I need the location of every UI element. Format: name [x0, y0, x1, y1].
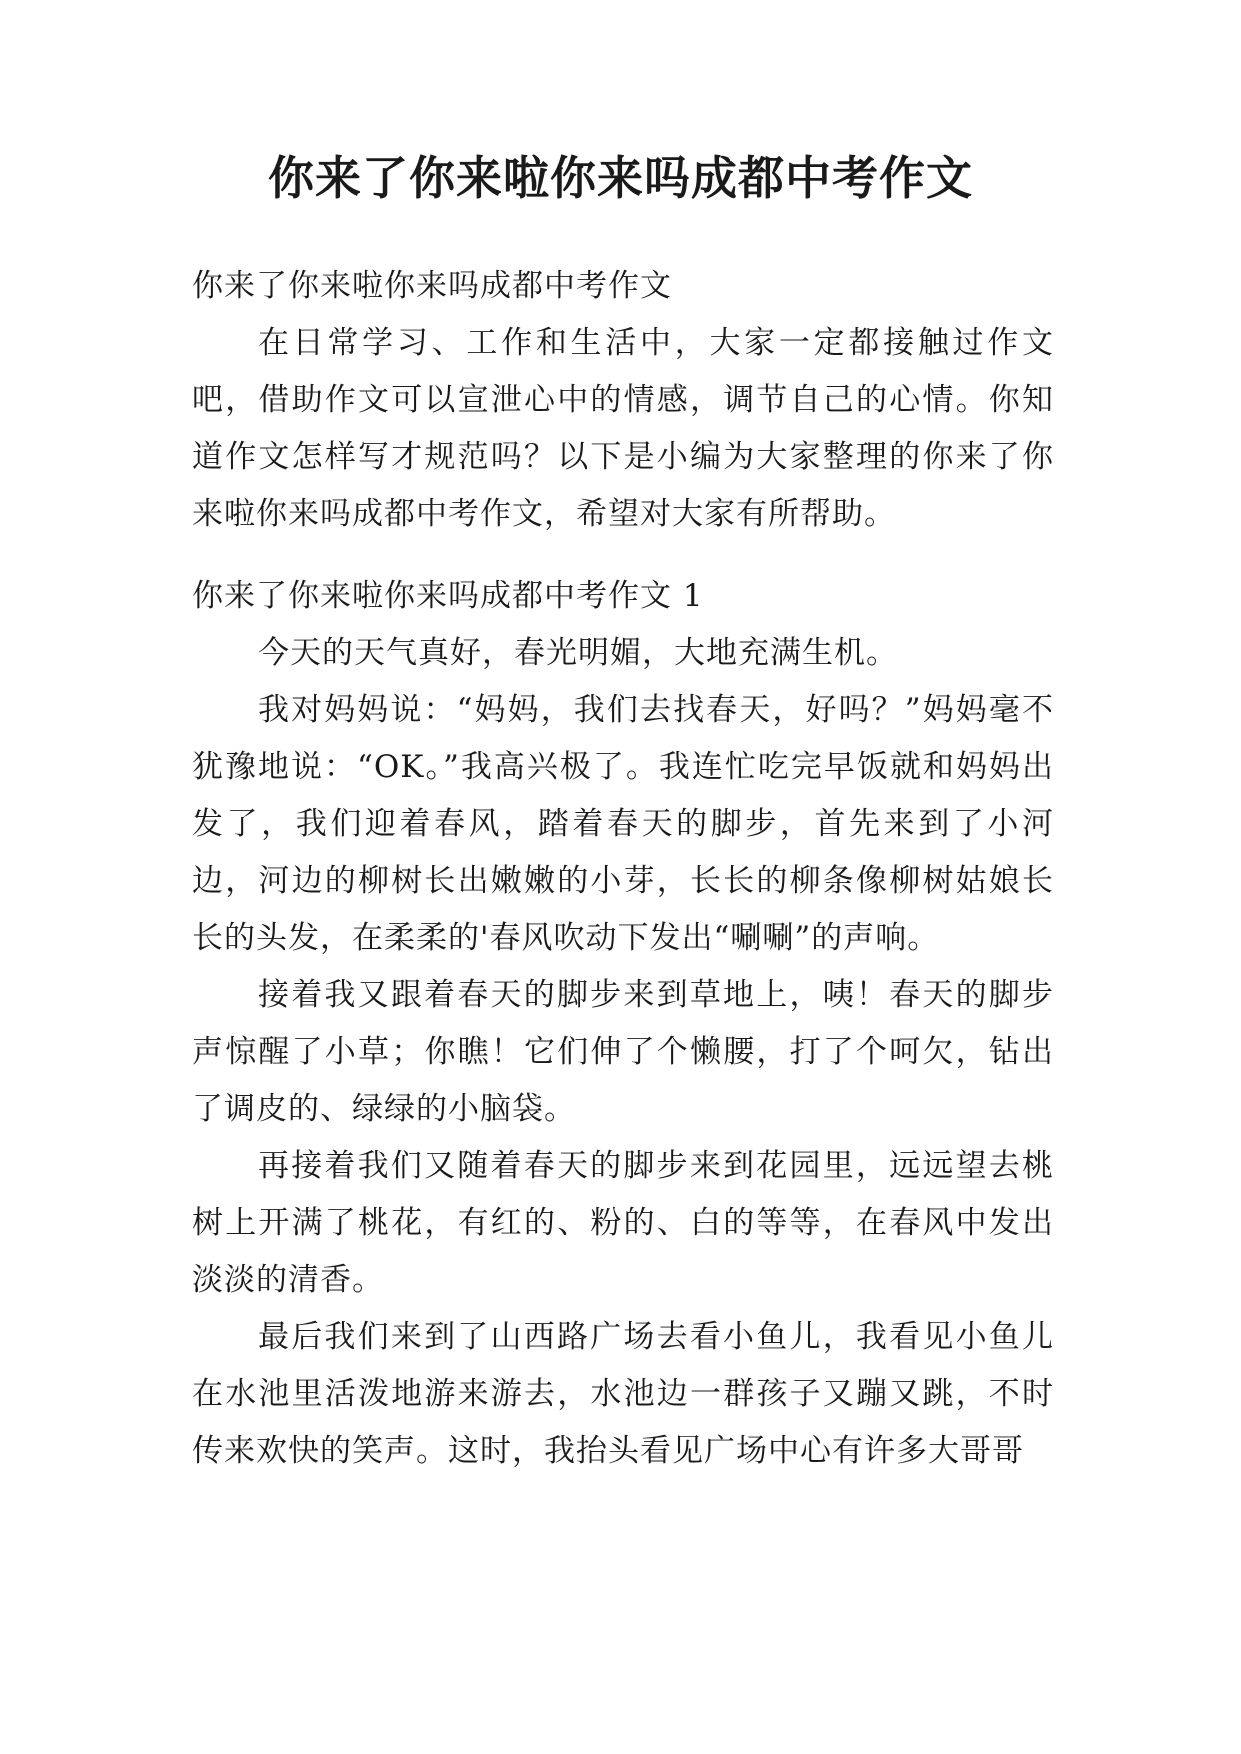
- essay-paragraph: 我对妈妈说：“妈妈，我们去找春天，好吗？”妈妈毫不犹豫地说：“OK。”我高兴极了。我连忙吃完早饭就和妈妈出发了，我们迎着春风，踏着春天的脚步，首先来到了小河边，河边的柳树长出嫩嫩的小芽，长长的柳条像柳树姑娘长长的头发，在柔柔的'春风吹动下发出“唰唰”的声响。: [192, 692, 1054, 956]
- essay-paragraph: 接着我又跟着春天的脚步来到草地上，咦！春天的脚步声惊醒了小草；你瞧！它们伸了个懒腰，打了个呵欠，钻出了调皮的、绿绿的小脑袋。: [192, 977, 1054, 1127]
- intro-paragraph: 在日常学习、工作和生活中，大家一定都接触过作文吧，借助作文可以宣泄心中的情感，调节自己的心情。你知道作文怎样写才规范吗？以下是小编为大家整理的你来了你来啦你来吗成都中考作文，希望对大家有所帮助。: [192, 325, 1054, 532]
- essay-paragraph: 最后我们来到了山西路广场去看小鱼儿，我看见小鱼儿在水池里活泼地游来游去，水池边一群孩子又蹦又跳，不时传来欢快的笑声。这时，我抬头看见广场中心有许多大哥哥: [192, 1319, 1054, 1469]
- intro-section: [192, 258, 1054, 543]
- essay-paragraph: 再接着我们又随着春天的脚步来到花园里，远远望去桃树上开满了桃花，有红的、粉的、白的等等，在春风中发出淡淡的清香。: [192, 1148, 1054, 1298]
- section-heading: 你来了你来啦你来吗成都中考作文 1: [192, 578, 704, 614]
- essay-section: [192, 568, 1054, 1480]
- essay-paragraph: 今天的天气真好，春光明媚，大地充满生机。: [258, 635, 898, 671]
- intro-heading: 你来了你来啦你来吗成都中考作文: [192, 268, 672, 304]
- document-title: 你来了你来啦你来吗成都中考作文: [268, 151, 973, 205]
